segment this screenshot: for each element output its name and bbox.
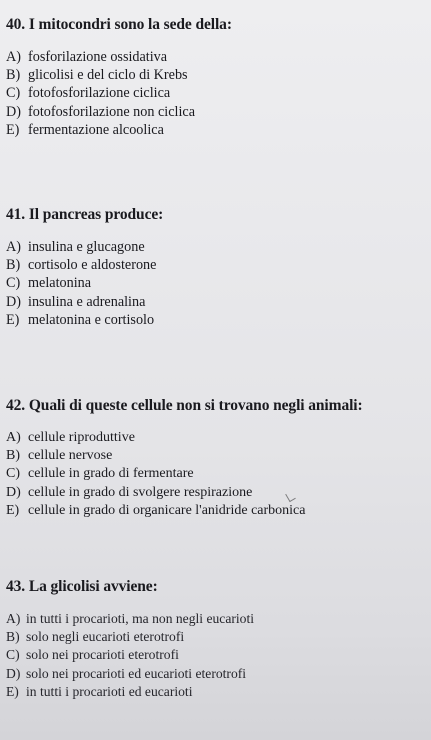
option-letter: D) — [6, 665, 21, 681]
option-letter: C) — [6, 647, 20, 663]
option-letter: A) — [6, 49, 21, 65]
question-title: 43. La glicolisi avviene: — [6, 578, 158, 595]
option-text: in tutti i procarioti, ma non negli eucarioti — [26, 611, 255, 626]
question-title: 41. Il pancreas produce: — [6, 206, 164, 223]
option-letter: C) — [6, 466, 20, 482]
option-c[interactable] — [6, 84, 426, 102]
option-text: fotofosforilazione non ciclica — [28, 103, 196, 120]
option-b[interactable] — [6, 447, 426, 465]
option-text: solo nei procarioti ed eucarioti eterotrofi — [26, 665, 247, 681]
option-a[interactable] — [6, 429, 426, 447]
option-a[interactable] — [6, 48, 426, 66]
option-text: cellule in grado di organicare l'anidride carbonica — [28, 502, 306, 518]
option-letter: C) — [6, 275, 21, 292]
option-b[interactable] — [6, 628, 426, 646]
option-text: solo nei procarioti eterotrofi — [26, 647, 179, 663]
option-text: glicolisi e del ciclo di Krebs — [28, 67, 188, 84]
question-41 — [6, 206, 426, 329]
question-title: 40. I mitocondri sono la sede della: — [6, 16, 232, 33]
option-b[interactable] — [6, 256, 426, 274]
option-letter: D) — [6, 103, 21, 120]
option-letter: A) — [6, 430, 21, 445]
option-c[interactable] — [6, 465, 426, 483]
option-a[interactable] — [6, 238, 426, 256]
option-letter: B) — [6, 448, 20, 464]
question-title: 42. Quali di queste cellule non si trovano negli animali: — [6, 397, 363, 414]
option-letter: E) — [6, 502, 20, 518]
option-text: melatonina — [28, 275, 92, 292]
option-text: insulina e glucagone — [28, 239, 145, 255]
option-letter: A) — [6, 611, 21, 626]
question-40 — [6, 16, 426, 139]
option-text: solo negli eucarioti eterotrofi — [26, 629, 185, 645]
option-letter: D) — [6, 484, 21, 500]
option-letter: B) — [6, 629, 20, 645]
option-d[interactable] — [6, 484, 426, 502]
option-a[interactable] — [6, 610, 426, 628]
option-e[interactable] — [6, 502, 426, 520]
option-letter: E) — [6, 683, 19, 699]
option-letter: E) — [6, 121, 20, 138]
option-d[interactable] — [6, 293, 426, 311]
option-text: cellule nervose — [28, 448, 113, 464]
option-e[interactable] — [6, 121, 426, 139]
option-text: in tutti i procarioti ed eucarioti — [26, 683, 193, 699]
option-text: melatonina e cortisolo — [28, 311, 155, 328]
option-text: cortisolo e aldosterone — [28, 257, 157, 274]
option-text: insulina e adrenalina — [28, 293, 146, 310]
option-e[interactable] — [6, 311, 426, 329]
option-letter: B) — [6, 67, 21, 84]
option-text: fermentazione alcoolica — [28, 121, 164, 138]
option-c[interactable] — [6, 646, 426, 664]
option-text: cellule in grado di fermentare — [28, 466, 194, 482]
option-letter: A) — [6, 239, 21, 255]
question-43 — [6, 578, 426, 701]
option-text: fotofosforilazione ciclica — [28, 85, 171, 102]
option-e[interactable] — [6, 683, 426, 701]
question-42 — [6, 397, 426, 520]
option-letter: E) — [6, 311, 20, 328]
option-letter: D) — [6, 293, 21, 310]
option-text: fosforilazione ossidativa — [28, 49, 168, 65]
option-d[interactable] — [6, 103, 426, 121]
option-letter: C) — [6, 85, 21, 102]
option-letter: B) — [6, 257, 21, 274]
option-c[interactable] — [6, 274, 426, 292]
option-b[interactable] — [6, 66, 426, 84]
option-d[interactable] — [6, 665, 426, 683]
option-text: cellule in grado di svolgere respirazione — [28, 484, 253, 500]
option-text: cellule riproduttive — [28, 430, 135, 445]
